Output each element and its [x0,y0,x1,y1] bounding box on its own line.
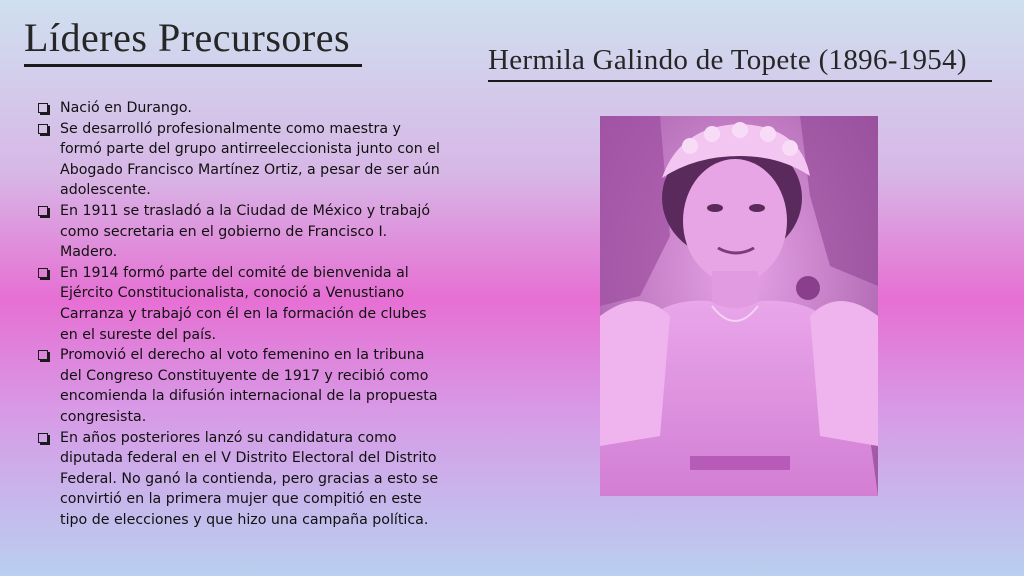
square-bullet-icon [38,268,48,278]
square-bullet-icon [38,433,48,443]
subtitle-underline [488,80,992,82]
list-item [36,428,446,531]
list-item [36,263,446,345]
square-bullet-icon [38,103,48,113]
bullet-text: En 1914 formó parte del comité de bienvenida al Ejército Constitucionalista, conoció a Venustiano Carranza y trabajó con él en la formación de clubes en el sureste del país. [60,264,427,343]
bullet-text: En 1911 se trasladó a la Ciudad de México y trabajó como secretaria en el gobierno de Francisco I. Madero. [60,202,431,261]
list-item [36,119,446,201]
bullet-text: Promovió el derecho al voto femenino en la tribuna del Congreso Constituyente de 1917 y recibió como encomienda la difusión internacional de la propuesta congresista. [60,347,438,425]
square-bullet-icon [38,206,48,216]
portrait-illustration [600,116,878,496]
list-item [36,345,446,427]
portrait-photo [600,116,878,496]
square-bullet-icon [38,350,48,360]
bullet-text: Nació en Durango. [60,100,192,116]
slide-title: Líderes Precursores [24,15,351,60]
bullet-text: En años posteriores lanzó su candidatura como diputada federal en el V Distrito Electoral del Distrito Federal. No ganó la contienda, pero gracias a esto se convirtió en la primera mujer que compitió en este tipo de elecciones y que hizo una campaña política. [60,429,439,528]
bullet-text: Se desarrolló profesionalmente como maestra y formó parte del grupo antirreeleccionista junto con el Abogado Francisco Martínez Ortiz, a pesar de ser aún adolescente. [60,120,440,199]
list-item [36,201,446,263]
list-item [36,98,446,119]
bullet-list [36,98,446,530]
square-bullet-icon [38,124,48,134]
title-underline [24,64,362,67]
slide-subtitle: Hermila Galindo de Topete (1896-1954) [488,44,967,76]
